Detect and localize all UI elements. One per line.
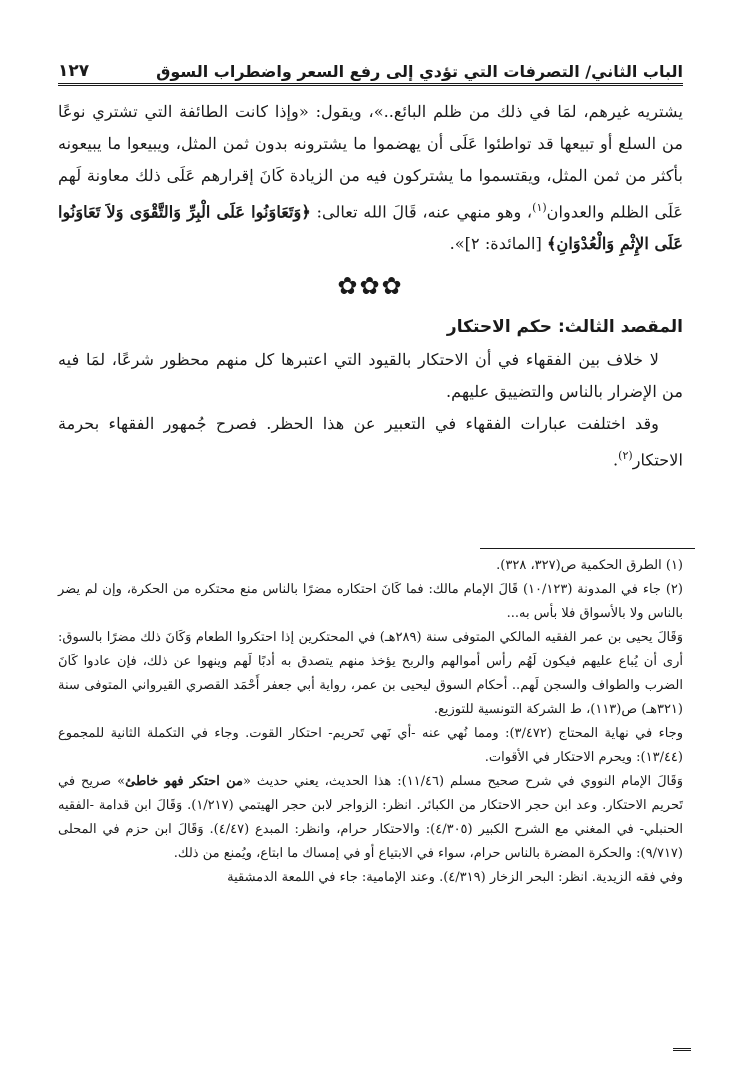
section-heading: المقصد الثالث: حكم الاحتكار — [446, 317, 683, 338]
footnote-text: » صريح في تَحريم الاحتكار. وعد ابن حجر الاحتكار من الكبائر. انظر: الزواجر لابن حجر الهيتمي (١/٢١٧). وَقَالَ ابن قدامة -الفقيه الحنبلي- في المغني مع الشرح الكبير (٤/٣٠٥): والاحتكار حرام، وانظر: المبدع (٤/٤٧). وَقَالَ ابن حزم في المحلى (٩/٧١٧): والحكرة المضرة بالناس حرام، سواء في الابتياع أو في إمساك ما ابتاع، ويُمنع من ذلك. — [58, 774, 684, 861]
footnote-2-continued: وَقَالَ يحيى بن عمر الفقيه المالكي المتوفى سنة (٢٨٩هـ) في المحتكرين إذا احتكروا الطعام وَكَانَ ذلك مضرًا بالسوق: أرى أن يُباع عليهم فيكون لَهُم رأس أموالهم والربح يؤخذ منهم يتصدق به أدبًا لَهم وينهوا عن ذلك، فإن عادوا كَانَ الضرب والطواف والسجن لَهم.. أحكام السوق ليحيى بن عمر، رواية أبي جعفر أَحْمَد القصري القيرواني المتوفى سنة (٣٢١هـ) ص(١١٣)، ط الشركة التونسية للتوزيع. — [58, 630, 683, 717]
footnote-2-continued — [58, 770, 683, 866]
paragraph-end: . — [613, 450, 619, 470]
paragraph-quote — [58, 96, 683, 260]
section-divider-ornament: ✿✿✿ — [337, 272, 404, 301]
footnote-2-continued: وفي فقه الزيدية. انظر: البحر الزخار (٤/٣١٩). وعند الإمامية: جاء في اللمعة الدمشقية — [227, 870, 683, 885]
paragraph: لا خلاف بين الفقهاء في أن الاحتكار بالقيود التي اعتبرها كل منهم محظور شرعًا، لمَا فيه من الإضرار بالناس والتضييق عليهم. — [58, 350, 683, 402]
footnote-ref: (١) — [532, 201, 547, 214]
main-text — [58, 96, 683, 477]
hadith-quote: من احتكر فهو خاطئ — [125, 774, 244, 789]
quran-verse: ﴿وَتَعَاوَنُوا عَلَى الْبِرِّ وَالتَّقْوَى وَلاَ تَعَاوَنُوا عَلَى الإِثْمِ وَالْعُدْوَانِ﴾ — [58, 202, 683, 254]
footnote-ref: (٢) — [618, 449, 633, 463]
paragraph-text: وقد اختلفت عبارات الفقهاء في التعبير عن هذا الحظر. فصرح جُمهور الفقهاء بحرمة الاحتكار — [58, 414, 683, 470]
footnotes — [58, 554, 683, 890]
continuation-mark — [673, 1048, 691, 1051]
footnote-2: (٢) جاء في المدونة (١٠/١٢٣) قَالَ الإمام مالك: فما كَانَ احتكاره مضرًا بالناس منع محتكره من الحكرة، وإن لم يضر بالناس ولا بالأسواق فلا بأس به... — [58, 582, 683, 621]
header-title: الباب الثاني/ التصرفات التي تؤدي إلى رفع السعر واضطراب السوق — [156, 62, 683, 81]
verse-citation: [المائدة: ٢]». — [449, 234, 547, 254]
paragraph-text: يشتريه غيرهم، لمَا في ذلك من ظلم البائع..»، ويقول: «وإذا كانت الطائفة التي تشتري نوعًا من السلع أو تبيعها قد تواطئوا عَلَى أن يهضموا ما يشترونه بدون ثمن المثل، ويبيعوا ما يبيعونه بأكثر من ثمن المثل، ويقتسموا ما يشتركون فيه من الزيادة كَانَ إقرارهم عَلَى ذلك معاونة لَهم عَلَى الظلم والعدوان — [58, 102, 683, 222]
page-number: ١٢٧ — [58, 61, 90, 81]
footnote-2-continued: وجاء في نهاية المحتاج (٣/٤٧٢): ومما نُهي عنه -أي نَهي تَحريم- احتكار القوت. وجاء في التكملة الثانية للمجموع (١٣/٤٤): ويحرم الاحتكار في الأقوات. — [58, 726, 683, 765]
paragraph — [58, 408, 683, 476]
footnote-1: (١) الطرق الحكمية ص(٣٢٧، ٣٢٨). — [496, 558, 683, 573]
footnote-separator — [480, 548, 695, 549]
paragraph-text: ، وهو منهي عنه، قَالَ الله تعالى: — [310, 202, 533, 222]
footnote-text: وَقَالَ الإمام النووي في شرح صحيح مسلم (١١/٤٦): هذا الحديث، يعني حديث « — [243, 774, 683, 789]
running-header — [58, 56, 683, 86]
